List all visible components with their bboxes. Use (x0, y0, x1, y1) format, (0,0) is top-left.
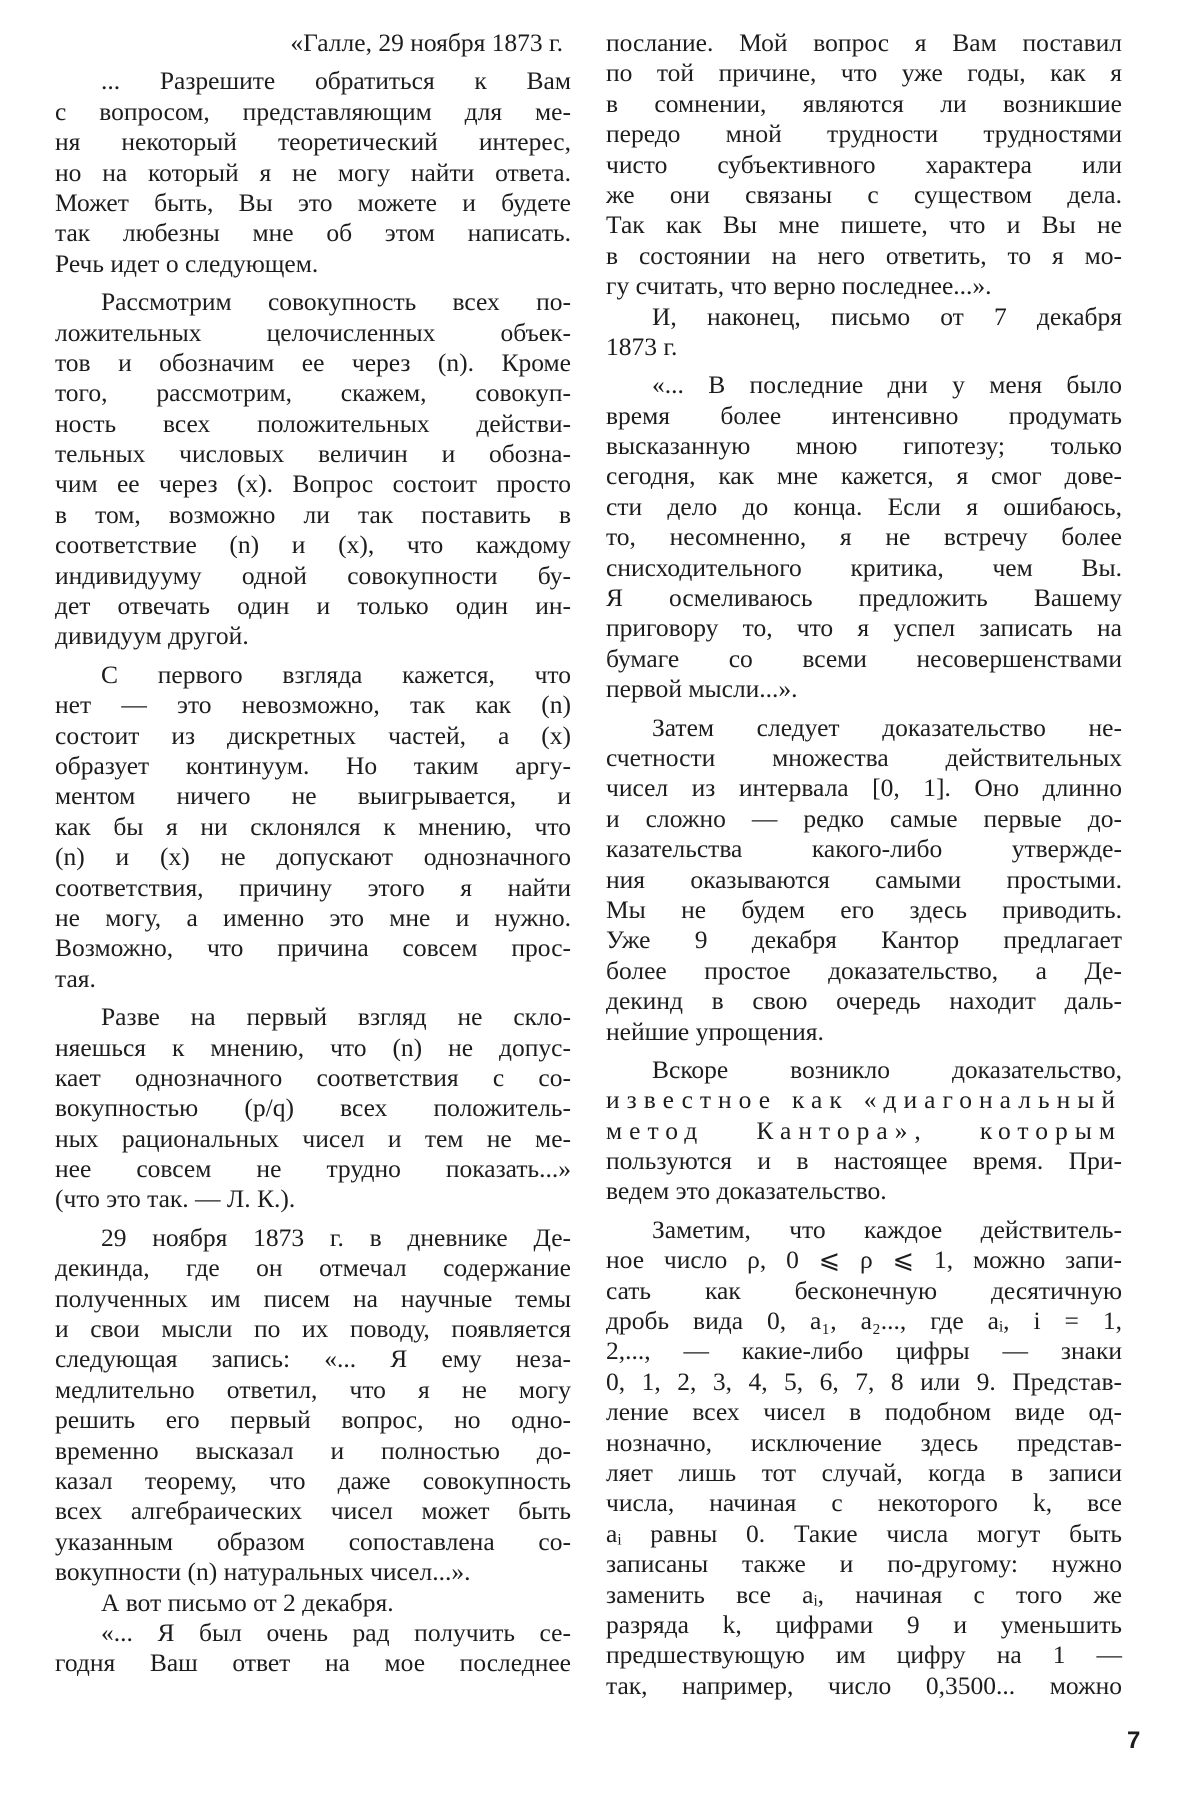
text-line: годня Ваш ответ на мое последнее (55, 1648, 571, 1678)
paragraph (55, 1588, 571, 1618)
text-line: дет отвечать один и только один ин- (55, 591, 571, 621)
text-line: декинд в свою очередь находит даль- (606, 986, 1122, 1016)
text-line: Уже 9 декабря Кантор предлагает (606, 925, 1122, 955)
text-line: счетности множества действительных (606, 742, 1122, 772)
text-line: ляет лишь тот случай, когда в записи (606, 1457, 1122, 1487)
page-number: 7 (1127, 1727, 1141, 1754)
text-line: нее совсем не трудно показать...» (55, 1154, 571, 1184)
text-line: «... Я был очень рад получить се- (101, 1617, 571, 1647)
text-line: 2,..., — какие-либо цифры — знаки (606, 1336, 1122, 1366)
text-line: дивидуум другой. (55, 621, 249, 651)
text-line: по той причине, что уже годы, как я (606, 58, 1122, 88)
text-line: то, несомненно, я не встречу более (606, 522, 1122, 552)
text-line: ня некоторый теоретический интерес, (55, 127, 571, 157)
text-line: чисто субъективного характера или (606, 149, 1122, 179)
text-line: с вопросом, представляющим для ме- (55, 96, 571, 126)
text-line: Возможно, что причина совсем прос- (55, 933, 571, 963)
paragraph (606, 1215, 1122, 1701)
text-line: же они связаны с существом дела. (606, 179, 1122, 209)
text-line: «... В последние дни у меня было (652, 370, 1122, 400)
text-line: ... Разрешите обратиться к Вам (101, 66, 571, 96)
text-line: соответствия, причину этого я найти (55, 872, 571, 902)
paragraph (55, 28, 571, 58)
paragraph (55, 66, 571, 279)
text-line: пользуются и в настоящее время. При- (606, 1146, 1122, 1176)
text-line: Так как Вы мне пишете, что и Вы не (606, 210, 1122, 240)
paragraph (606, 1055, 1122, 1207)
text-line: Рассмотрим совокупность всех по- (101, 287, 571, 317)
paragraph (55, 1223, 571, 1588)
text-line: в состоянии на него ответить, то я мо- (606, 240, 1122, 270)
text-line: С первого взгляда кажется, что (101, 659, 571, 689)
text-line: приговору то, что я успел записать на (606, 613, 1122, 643)
text-line: 0, 1, 2, 3, 4, 5, 6, 7, 8 или 9. Представ- (606, 1366, 1122, 1396)
text-line: нозначно, исключение здесь представ- (606, 1427, 1122, 1457)
text-line: нет — это невозможно, так как (n) (55, 690, 571, 720)
text-line: Вскоре возникло доказательство, (652, 1054, 1122, 1084)
text-line: Я осмеливаюсь предложить Вашему (606, 583, 1122, 613)
text-line: указанным образом сопоставлена со- (55, 1526, 571, 1556)
text-line: полученных им писем на научные темы (55, 1283, 571, 1313)
text-line: известное как «диагональный (606, 1085, 1122, 1115)
text-line: состоит из дискретных частей, а (x) (55, 720, 571, 750)
text-line: (n) и (x) не допускают однозначного (55, 842, 571, 872)
text-line: заменить все aᵢ, начиная с того же (606, 1579, 1122, 1609)
text-line: сти дело до конца. Если я ошибаюсь, (606, 491, 1122, 521)
text-line: индивидууму одной совокупности бу- (55, 560, 571, 590)
text-line: первой мысли...». (606, 674, 798, 704)
text-line: снисходительного критика, чем Вы. (606, 552, 1122, 582)
text-line: aᵢ равны 0. Такие числа могут быть (606, 1518, 1122, 1548)
text-line: так, например, число 0,3500... можно (606, 1670, 1122, 1700)
paragraph (55, 1002, 571, 1215)
text-line: дробь вида 0, a₁, a₂..., где aᵢ, i = 1, (606, 1306, 1122, 1336)
text-line: тельных числовых величин и обозна- (55, 439, 571, 469)
text-line: сегодня, как мне кажется, я смог дове- (606, 461, 1122, 491)
text-line: (что это так. — Л. К.). (55, 1184, 296, 1214)
paragraph (606, 302, 1122, 363)
text-line: числа, начиная с некоторого k, все (606, 1488, 1122, 1518)
text-line: в том, возможно ли так поставить в (55, 499, 571, 529)
text-line: казательства какого-либо утвержде- (606, 834, 1122, 864)
text-line: Речь идет о следующем. (55, 248, 319, 278)
text-line: Разве на первый взгляд не скло- (101, 1002, 571, 1032)
text-line: образует континуум. Но таким аргу- (55, 750, 571, 780)
paragraph (606, 28, 1122, 302)
text-line: А вот письмо от 2 декабря. (101, 1587, 394, 1617)
text-line: сать как бесконечную десятичную (606, 1275, 1122, 1305)
text-line: 1873 г. (606, 331, 678, 361)
paragraph (55, 660, 571, 994)
text-line: няешься к мнению, что (n) не допус- (55, 1032, 571, 1062)
text-line: чисел из интервала [0, 1]. Оно длинно (606, 773, 1122, 803)
text-line: время более интенсивно продумать (606, 400, 1122, 430)
text-line: и свои мысли по их поводу, появляется (55, 1314, 571, 1344)
paragraph (606, 713, 1122, 1047)
text-line: временно высказал и полностью до- (55, 1435, 571, 1465)
text-line: всех алгебраических чисел может быть (55, 1496, 571, 1526)
text-line: так любезны мне об этом написать. (55, 218, 571, 248)
text-line: декинда, где он отмечал содержание (55, 1253, 571, 1283)
text-column-right (606, 28, 1122, 1701)
text-line: вокупности (n) натуральных чисел...». (55, 1557, 471, 1587)
text-line: Может быть, Вы это можете и будете (55, 187, 571, 217)
text-column-left (55, 28, 571, 1679)
text-line: «Галле, 29 ноября 1873 г. (290, 28, 563, 57)
text-line: бумаге со всеми несовершенствами (606, 643, 1122, 673)
text-line: ных рациональных чисел и тем не ме- (55, 1123, 571, 1153)
text-line: казал теорему, что даже совокупность (55, 1465, 571, 1495)
paragraph (55, 287, 571, 652)
text-line: тая. (55, 963, 96, 993)
text-line: 29 ноября 1873 г. в дневнике Де- (101, 1222, 571, 1252)
text-line: не могу, а именно это мне и нужно. (55, 902, 571, 932)
text-line: метод Кантора», которым (606, 1115, 1122, 1145)
text-line: ность всех положительных действи- (55, 408, 571, 438)
text-line: послание. Мой вопрос я Вам поставил (606, 28, 1122, 57)
text-line: высказанную мною гипотезу; только (606, 431, 1122, 461)
text-line: ление всех чисел в подобном виде од- (606, 1397, 1122, 1427)
text-line: того, рассмотрим, скажем, совокуп- (55, 378, 571, 408)
text-line: передо мной трудности трудностями (606, 119, 1122, 149)
text-line: Заметим, что каждое действитель- (652, 1214, 1122, 1244)
paragraph (606, 370, 1122, 704)
text-line: ведем это доказательство. (606, 1176, 887, 1206)
text-line: решить его первый вопрос, но одно- (55, 1405, 571, 1435)
text-line: более простое доказательство, а Де- (606, 955, 1122, 985)
text-line: тов и обозначим ее через (n). Кроме (55, 347, 571, 377)
text-line: чим ее через (x). Вопрос состоит просто (55, 469, 571, 499)
text-line: разряда k, цифрами 9 и уменьшить (606, 1609, 1122, 1639)
text-line: Затем следует доказательство не- (652, 712, 1122, 742)
text-line: вокупностью (p/q) всех положитель- (55, 1093, 571, 1123)
text-line: И, наконец, письмо от 7 декабря (652, 301, 1122, 331)
text-line: как бы я ни склонялся к мнению, что (55, 811, 571, 841)
text-line: следующая запись: «... Я ему неза- (55, 1344, 571, 1374)
text-line: гу считать, что верно последнее...». (606, 271, 992, 301)
text-line: в сомнении, являются ли возникшие (606, 88, 1122, 118)
text-line: ложительных целочисленных объек- (55, 317, 571, 347)
text-line: соответствие (n) и (x), что каждому (55, 530, 571, 560)
paragraph (55, 1618, 571, 1679)
text-line: ментом ничего не выигрывается, и (55, 781, 571, 811)
text-line: и сложно — редко самые первые до- (606, 803, 1122, 833)
text-line: ния оказываются самыми простыми. (606, 864, 1122, 894)
text-line: предшествующую им цифру на 1 — (606, 1640, 1122, 1670)
text-line: кает однозначного соответствия с со- (55, 1062, 571, 1092)
text-line: но на который я не могу найти ответа. (55, 157, 571, 187)
text-line: записаны также и по-другому: нужно (606, 1549, 1122, 1579)
text-line: медлительно ответил, что я не могу (55, 1374, 571, 1404)
text-line: нейшие упрощения. (606, 1016, 824, 1046)
text-line: Мы не будем его здесь приводить. (606, 894, 1122, 924)
text-line: ное число ρ, 0 ⩽ ρ ⩽ 1, можно запи- (606, 1245, 1122, 1275)
